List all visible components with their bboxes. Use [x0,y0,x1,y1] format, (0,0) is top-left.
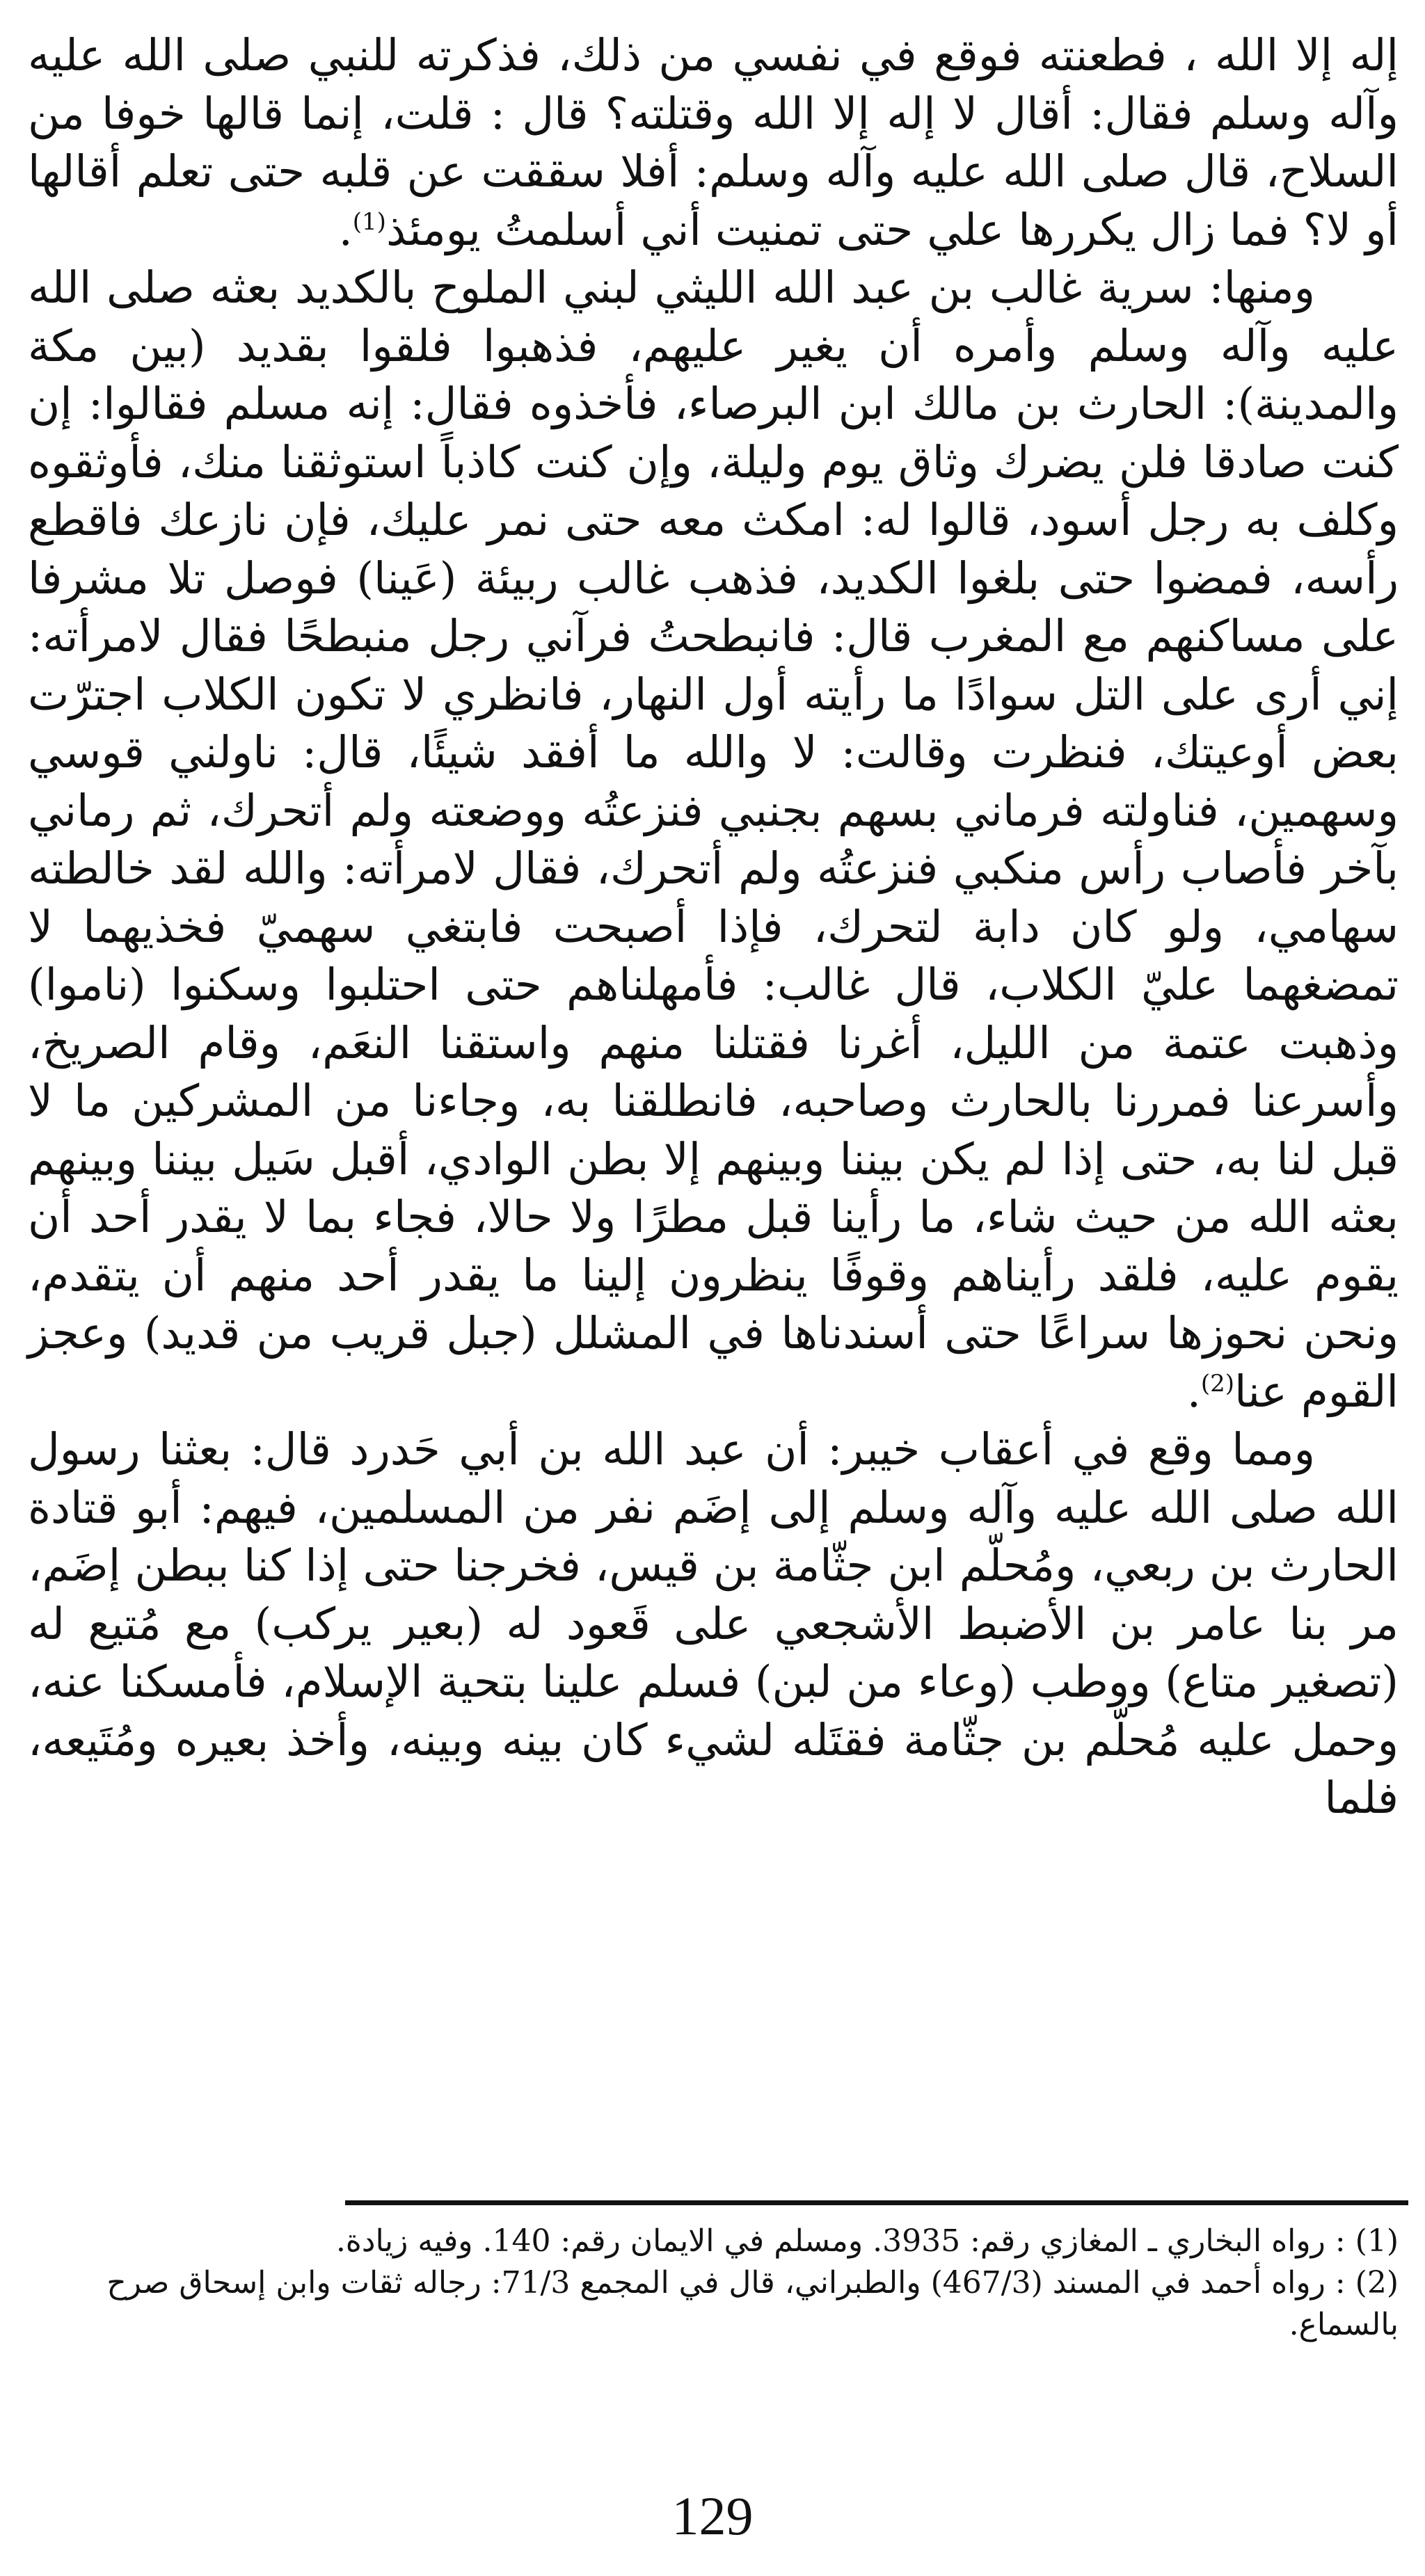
footnote-ref-1: (1) [352,207,386,236]
paragraph-2 [28,259,1399,1421]
main-text-body [28,26,1399,1827]
paragraph-text: ومنها: سرية غالب بن عبد الله الليثي لبني الملوح بالكديد بعثه صلى الله عليه وآله وسلم وأمره أن يغير عليهم، فذهبوا فلقوا بقديد (بين مكة والمدينة): الحارث بن مالك ابن البرصاء، فأخذوه فقال: إنه مسلم فقالوا: إن كنت صادقا فلن يضرك وثاق يوم وليلة، وإن كنت كاذباً استوثقنا منك، فأوثقوه وكلف به رجل أسود، قالوا له: امكث معه حتى نمر عليك، فإن نازعك فاقطع رأسه، فمضوا حتى بلغوا الكديد، فذهب غالب ربيئة (عَينا) فوصل تلا مشرفا على مساكنهم مع المغرب قال: فانبطحتُ فرآني رجل منبطحًا فقال لامرأته: إني أرى على التل سوادًا ما رأيته أول النهار، فانظري لا تكون الكلاب اجترّت بعض أوعيتك، فنظرت وقالت: لا والله ما أفقد شيئًا، قال: ناولني قوسي وسهمين، فناولته فرماني بسهم بجنبي فنزعتُه ووضعته ولم أتحرك، ثم رماني بآخر فأصاب رأس منكبي فنزعتُه ولم أتحرك، فقال لامرأته: والله لقد خالطته سهامي، ولو كان دابة لتحرك، فإذا أصبحت فابتغي سهميّ فخذيهما لا تمضغهما عليّ الكلاب، قال غالب: فأمهلناهم حتى احتلبوا وسكنوا (ناموا) وذهبت عتمة من الليل، أغرنا فقتلنا منهم واستقنا النعَم، وقام الصريخ، وأسرعنا فمررنا بالحارث وصاحبه، فانطلقنا به، وجاءنا من المشركين ما لا قبل لنا به، حتى إذا لم يكن بيننا وبينهم إلا بطن الوادي، أقبل سَيل بيننا وبينهم بعثه الله من حيث شاء، ما رأينا قبل مطرًا ولا حالا، فجاء بما لا يقدر أحد أن يقوم عليه، فلقد رأيناهم وقوفًا ينظرون إلينا ما يقدر أحد منهم أن يتقدم، ونحن نحوزها سراعًا حتى أسندناها في المشلل (جبل قريب من قديد) وعجز القوم عنا [28,262,1399,1417]
paragraph-text: ومما وقع في أعقاب خيبر: أن عبد الله بن أبي حَدرد قال: بعثنا رسول الله صلى الله عليه وآله وسلم إلى إضَم نفر من المسلمين، فيهم: أبو قتادة الحارث بن ربعي، ومُحلّم ابن جثّامة بن قيس، فخرجنا حتى إذا كنا ببطن إضَم، مر بنا عامر بن الأضبط الأشجعي على قَعود له (بعير يركب) مع مُتيع له (تصغير متاع) ووطب (وعاء من لبن) فسلم علينا بتحية الإسلام، فأمسكنا عنه، وحمل عليه مُحلّم بن جثّامة فقتَله لشيء كان بينه وبينه، وأخذ بعيره ومُتَيعه، فلما [28,1424,1399,1823]
footnotes-section [28,2221,1399,2346]
paragraph-end: . [338,204,353,255]
paragraph-3 [28,1421,1399,1827]
footnote-divider [345,2200,1408,2205]
footnote-2: (2) : رواه أحمد في المسند (467/3) والطبراني، قال في المجمع 71/3: رجاله ثقات وابن إسحاق صرح بالسماع. [106,2265,1399,2342]
footnote-1: (1) : رواه البخاري ـ المغازي رقم: 3935. ومسلم في الايمان رقم: 140. وفيه زيادة. [335,2223,1399,2259]
footnote-ref-2: (2) [1200,1369,1235,1398]
paragraph-end: . [1186,1366,1201,1417]
page-number: 129 [671,2486,754,2546]
paragraph-text: إله إلا الله ، فطعنته فوقع في نفسي من ذلك، فذكرته للنبي صلى الله عليه وآله وسلم فقال: أقال لا إله إلا الله وقتلته؟ قال : قلت، إنما قالها خوفا من السلاح، قال صلى الله عليه وآله وسلم: أفلا سققت عن قلبه حتى تعلم أقالها أو لا؟ فما زال يكررها علي حتى تمنيت أني أسلمتُ يومئذ [28,30,1399,255]
paragraph-1 [28,26,1399,259]
